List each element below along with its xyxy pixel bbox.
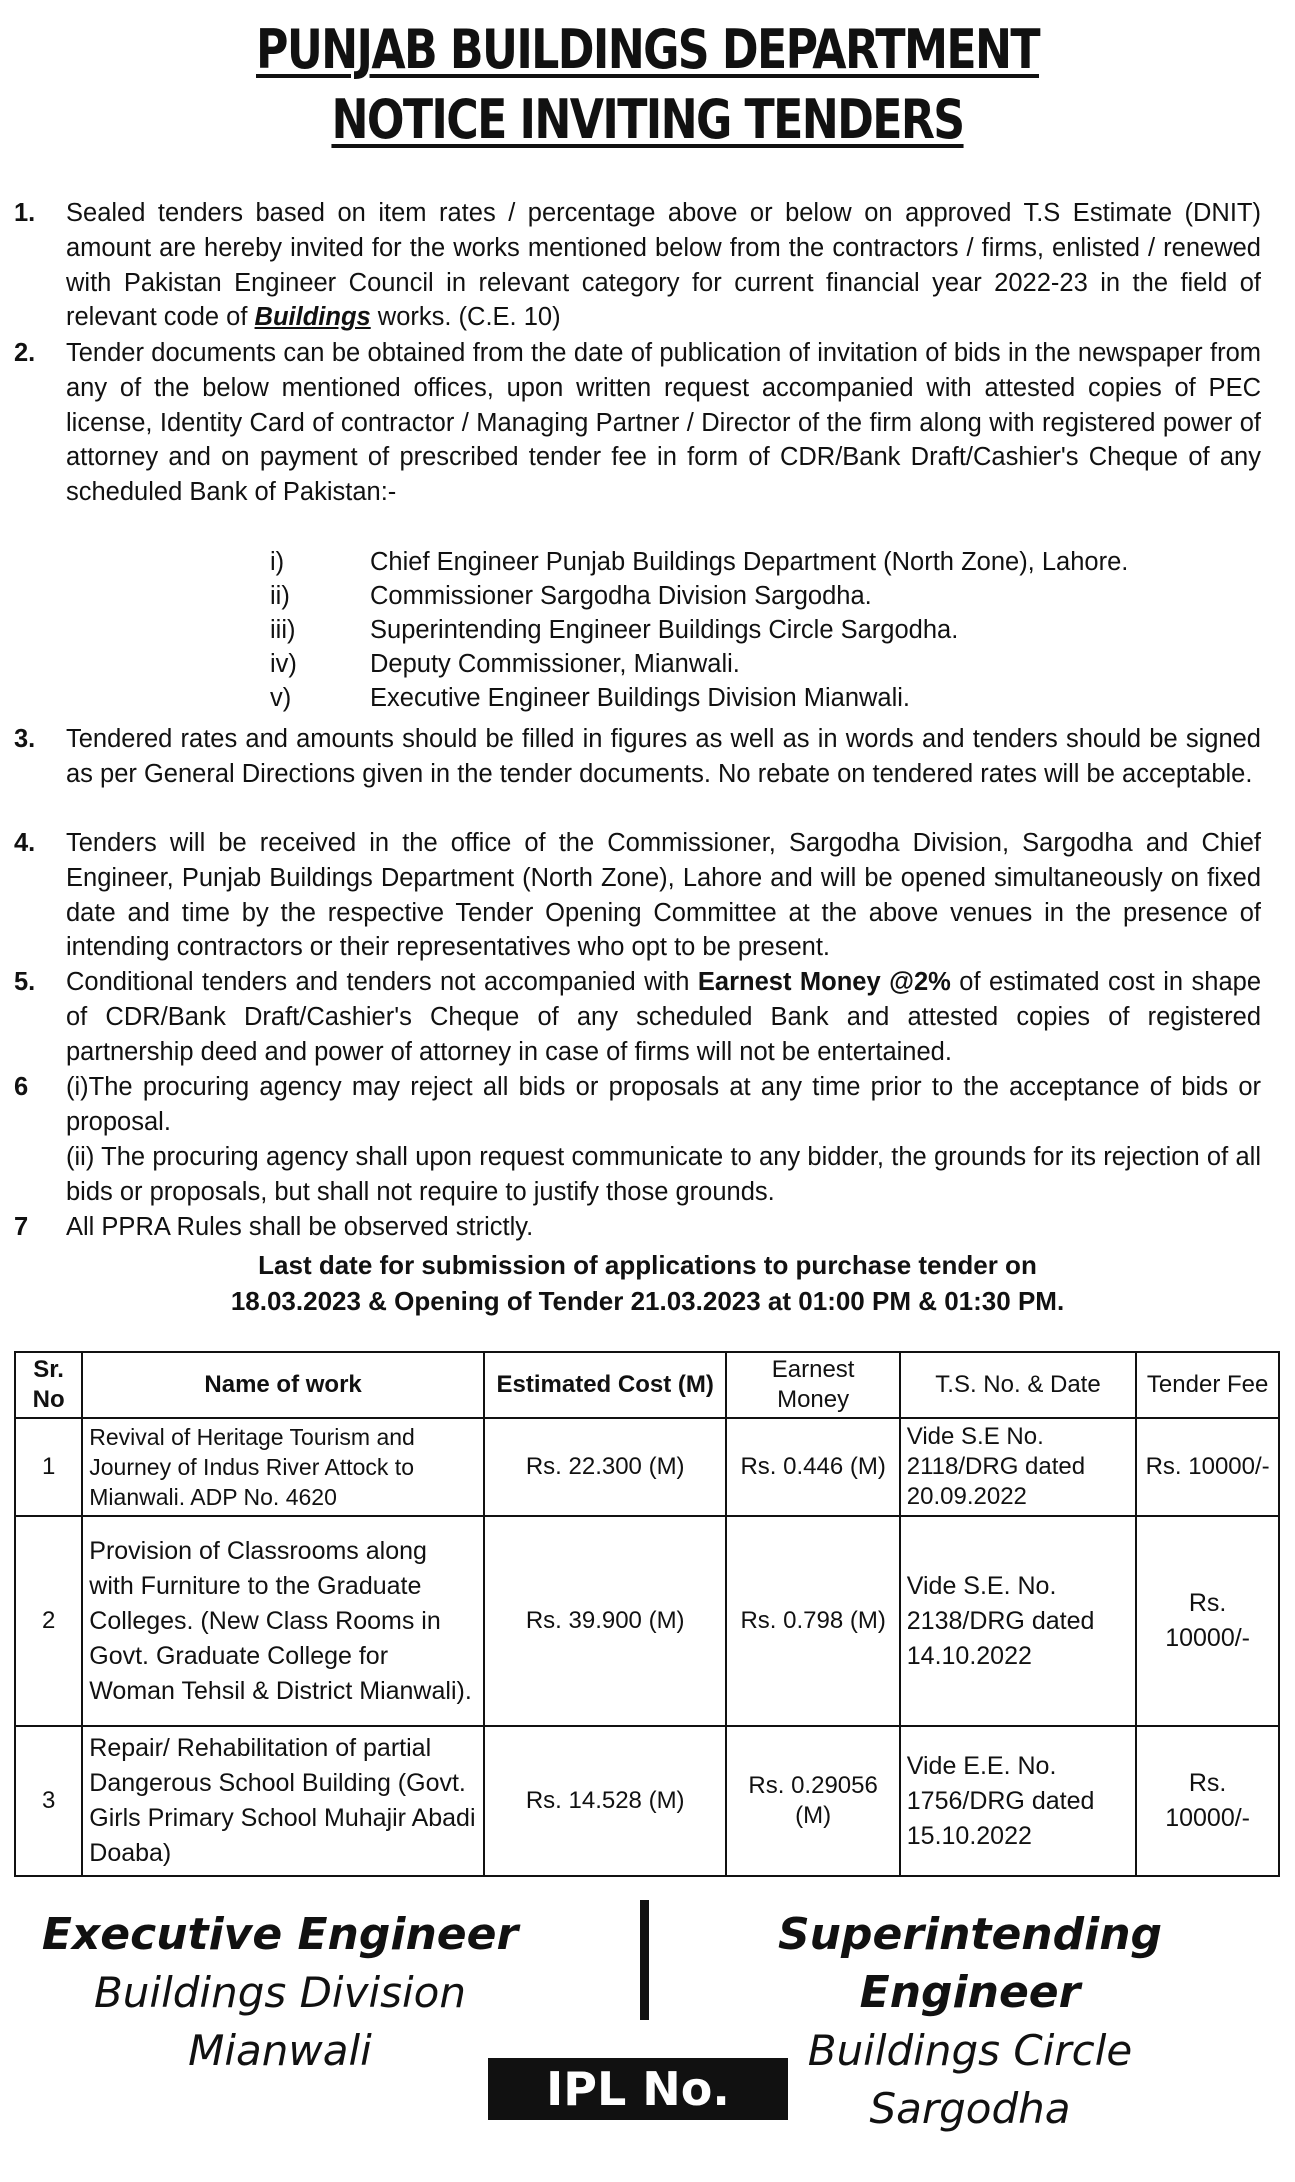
clause-number: 4. [14,829,36,857]
clause-number: 1. [14,199,36,227]
clause-text: of estimated cost in shape of CDR/Bank Draft/Cashier's Cheque of any scheduled Bank and attested copies of registered partnership deed and power of attorney in case of firms will not be entertained. [66,968,1261,1066]
column-header: Estimated Cost (M) [484,1352,727,1418]
clause-3: Tendered rates and amounts should be filled in figures as well as in words and tenders should be signed as per General Directions given in the tender documents. No rebate on tendered rates will be acceptable. [66,725,1261,788]
clause-1 [66,196,1261,335]
office-roman: ii) [270,582,290,610]
office-roman: v) [270,684,292,712]
clause-6-i: (i)The procuring agency may reject all bids or proposals at any time prior to the acceptance of bids or proposal. [66,1073,1261,1136]
cell-ts-no-date: Vide E.E. No. 1756/DRG dated 15.10.2022 [900,1726,1136,1876]
cell-earnest-money: Rs. 0.798 (M) [726,1516,899,1726]
column-header: T.S. No. & Date [900,1352,1136,1418]
clause-number: 6 [14,1073,29,1101]
cell-tender-fee: Rs. 10000/- [1136,1418,1279,1516]
office-name: Executive Engineer Buildings Division Mianwali. [370,684,911,712]
column-header: Sr. No [15,1352,82,1418]
column-header: Tender Fee [1136,1352,1279,1418]
office-name: Chief Engineer Punjab Buildings Department (North Zone), Lahore. [370,548,1129,576]
last-date-line-2: 18.03.2023 & Opening of Tender 21.03.2023 at 01:00 PM & 01:30 PM. [230,1286,1065,1316]
cell-earnest-money: Rs. 0.29056 (M) [726,1726,899,1876]
signature-office: Buildings Circle [807,2026,1133,2075]
clause-emphasis: Earnest Money @2% [697,968,951,996]
clause-text: Conditional tenders and tenders not accompanied with [66,968,698,996]
clause-number: 7 [14,1213,29,1241]
cell-sr-no: 2 [15,1516,82,1726]
cell-ts-no-date: Vide S.E No. 2118/DRG dated 20.09.2022 [900,1418,1136,1516]
cell-estimated-cost: Rs. 22.300 (M) [484,1418,727,1516]
cell-estimated-cost: Rs. 14.528 (M) [484,1726,727,1876]
office-name: Deputy Commissioner, Mianwali. [370,650,740,678]
column-header: Earnest Money [726,1352,899,1418]
cell-name-of-work: Revival of Heritage Tourism and Journey of Indus River Attock to Mianwali. ADP No. 4620 [82,1418,484,1516]
ipl-number-badge: IPL No. 1701 [488,2058,788,2120]
notice-title: NOTICE INVITING TENDERS [331,88,964,151]
cell-earnest-money: Rs. 0.446 (M) [726,1418,899,1516]
tender-table [14,1351,1280,1877]
signature-designation: Executive Engineer [41,1909,519,1960]
clause-emphasis: Buildings [254,303,371,332]
signature-divider [640,1900,649,2020]
cell-name-of-work: Provision of Classrooms along with Furniture to the Graduate Colleges. (New Class Rooms in Govt. Graduate College for Woman Tehsil & District Mianwali). [82,1516,484,1726]
table-row [15,1516,1279,1726]
cell-tender-fee: Rs. 10000/- [1136,1726,1279,1876]
cell-ts-no-date: Vide S.E. No. 2138/DRG dated 14.10.2022 [900,1516,1136,1726]
table-row [15,1726,1279,1876]
signature-location: Sargodha [869,2084,1071,2133]
last-date-line-1: Last date for submission of applications to purchase tender on [258,1250,1037,1280]
clause-text: Sealed tenders based on item rates / percentage above or below on approved T.S Estimate (DNIT) amount are hereby invited for the works mentioned below from the contractors / firms, enlisted / renewed with Pakistan Engineer Council in relevant category for current financial year 2022-23 in the field of relevant code of [66,199,1261,332]
cell-sr-no: 3 [15,1726,82,1876]
clause-2: Tender documents can be obtained from the date of publication of invitation of bids in the newspaper from any of the below mentioned offices, upon written request accompanied with attested copies of PEC license, Identity Card of contractor / Managing Partner / Director of the firm along with registered power of attorney and on payment of prescribed tender fee in form of CDR/Bank Draft/Cashier's Cheque of any scheduled Bank of Pakistan:- [66,339,1261,507]
clause-number: 2. [14,339,36,367]
signature-executive-engineer [20,1906,540,2080]
cell-estimated-cost: Rs. 39.900 (M) [484,1516,727,1726]
clause-7: All PPRA Rules shall be observed strictly. [66,1213,534,1241]
signature-location: Mianwali [188,2026,372,2075]
clause-4: Tenders will be received in the office of the Commissioner, Sargodha Division, Sargodha and Chief Engineer, Punjab Buildings Department (North Zone), Lahore and will be opened simultaneously on fixed date and time by the respective Tender Opening Committee at the above venues in the presence of intending contractors or their representatives who opt to be present. [66,829,1261,962]
clause-6-ii: (ii) The procuring agency shall upon request communicate to any bidder, the grounds for its rejection of all bids or proposals, but shall not require to justify those grounds. [66,1143,1261,1206]
clause-text: works. (C.E. 10) [370,303,561,332]
table-row [15,1418,1279,1516]
cell-sr-no: 1 [15,1418,82,1516]
department-title: PUNJAB BUILDINGS DEPARTMENT [256,18,1039,81]
office-roman: i) [270,548,285,576]
table-header-row [15,1352,1279,1418]
office-name: Commissioner Sargodha Division Sargodha. [370,582,872,610]
signature-office: Buildings Division [93,1968,466,2017]
clause-5 [66,965,1261,1069]
cell-tender-fee: Rs. 10000/- [1136,1516,1279,1726]
office-roman: iii) [270,616,296,644]
office-name: Superintending Engineer Buildings Circle Sargodha. [370,616,959,644]
signature-designation: Superintending Engineer [777,1909,1163,2018]
column-header: Name of work [82,1352,484,1418]
office-roman: iv) [270,650,297,678]
clause-number: 5. [14,968,36,996]
cell-name-of-work: Repair/ Rehabilitation of partial Dangerous School Building (Govt. Girls Primary School Muhajir Abadi Doaba) [82,1726,484,1876]
clause-number: 3. [14,725,36,753]
